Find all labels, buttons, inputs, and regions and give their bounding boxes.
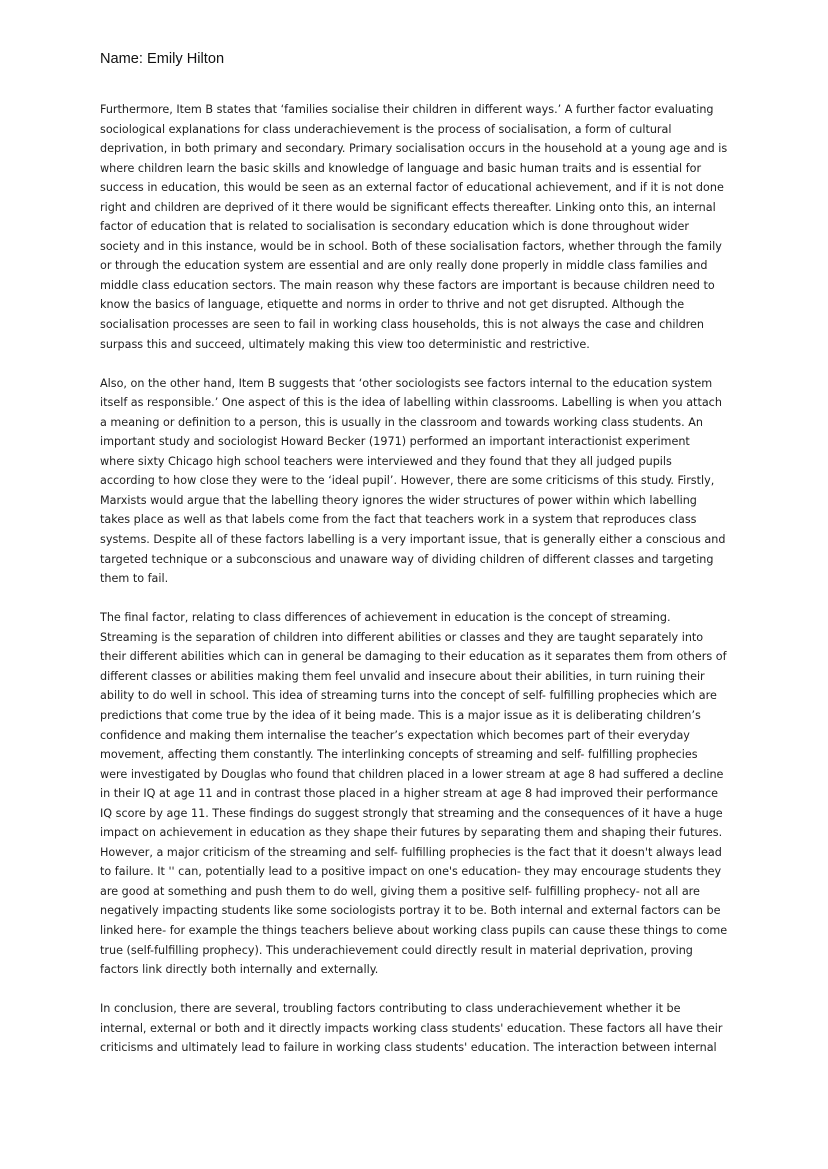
text-line: factor of education that is related to socialisation is secondary education which is done throughout wider [100,220,689,234]
text-line: The final factor, relating to class differences of achievement in education is the concept of streaming. [100,611,671,625]
text-line: factors link directly both internally and externally. [100,963,379,977]
text-line: internal, external or both and it directly impacts working class students' education. These factors all have their [100,1021,723,1035]
text-line: Marxists would argue that the labelling theory ignores the wider structures of power within which labelling [100,493,697,507]
text-line: true (self-fulfilling prophecy). This underachievement could directly result in material deprivation, proving [100,943,693,957]
text-line: where sixty Chicago high school teachers were interviewed and they found that they all judged pupils [100,454,672,468]
text-line: However, a major criticism of the streaming and self- fulfilling prophecies is the fact that it doesn't always lead [100,845,722,859]
text-line: know the basics of language, etiquette and norms in order to thrive and not get disrupted. Although the [100,298,685,312]
text-line: IQ score by age 11. These findings do suggest strongly that streaming and the consequences of it have a huge [100,806,723,820]
text-line: targeted technique or a subconscious and unaware way of dividing children of different classes and targeting [100,552,714,566]
text-line: Streaming is the separation of children into different abilities or classes and they are taught separately into [100,630,704,644]
text-line: impact on achievement in education as they shape their futures by separating them and shaping their futures. [100,826,723,840]
text-line: are good at something and push them to do well, giving them a positive self- fulfilling prophecy- not all are [100,884,700,898]
text-line: or through the education system are essential and are only really done properly in middle class families and [100,259,708,273]
text-line: Furthermore, Item B states that ‘families socialise their children in different ways.’ A further factor evaluating [100,103,714,116]
text-line: negatively impacting students like some sociologists portray it to be. Both internal and external factors can be [100,904,721,918]
text-line: systems. Despite all of these factors labelling is a very important issue, that is generally either a conscious and [100,533,726,547]
author-name: Name: Emily Hilton [100,51,225,67]
text-line: a meaning or definition to a person, this is usually in the classroom and towards working class students. An [100,415,703,429]
text-line: Also, on the other hand, Item B suggests that ‘other sociologists see factors internal to the education system [100,376,713,390]
text-line: ability to do well in school. This idea of streaming turns into the concept of self- fulfilling prophecies which are [100,689,717,703]
text-line: surpass this and succeed, ultimately making this view too deterministic and restrictive. [100,337,590,351]
text-line: movement, affecting them constantly. The interlinking concepts of streaming and self- fulfilling prophecies [100,748,698,762]
essay-paragraph [100,999,728,1058]
text-line: socialisation processes are seen to fail in working class households, this is not always the case and children [100,318,705,332]
text-line: linked here- for example the things teachers believe about working class pupils can cause these things to come [100,923,728,937]
essay-paragraph [100,374,728,589]
essay-paragraph [100,100,728,354]
text-line: to failure. It '' can, potentially lead to a positive impact on one's education- they may encourage students they [100,865,722,879]
text-line: confidence and making them internalise the teacher’s expectation which becomes part of their everyday [100,728,690,742]
text-line: In conclusion, there are several, troubling factors contributing to class underachievement whether it be [100,1002,681,1016]
text-line: itself as responsible.’ One aspect of this is the idea of labelling within classrooms. Labelling is when you attach [100,396,722,410]
text-line: society and in this instance, would be in school. Both of these socialisation factors, whether through the family [100,239,722,253]
text-line: according to how close they were to the ‘ideal pupil’. However, there are some criticisms of this study. Firstly, [100,474,715,488]
text-line: middle class education sectors. The main reason why these factors are important is because children need to [100,278,715,292]
text-line: important study and sociologist Howard Becker (1971) performed an important interactionist experiment [100,435,690,449]
text-line: them to fail. [100,572,169,586]
text-line: deprivation, in both primary and secondary. Primary socialisation occurs in the household at a young age and is [100,142,728,156]
text-line: criticisms and ultimately lead to failure in working class students' education. The interaction between internal [100,1041,717,1055]
text-line: different classes or abilities making them feel unvalid and insecure about their abilities, in turn ruining their [100,669,705,683]
text-line: in their IQ at age 11 and in contrast those placed in a higher stream at age 8 had improved their performance [100,787,718,801]
text-line: sociological explanations for class underachievement is the process of socialisation, a form of cultural [100,122,672,136]
text-line: right and children are deprived of it there would be significant effects thereafter. Linking onto this, an internal [100,200,716,214]
text-line: where children learn the basic skills and knowledge of language and basic human traits and is essential for [100,161,702,175]
text-line: takes place as well as that labels come from the fact that teachers work in a system that reproduces class [100,513,697,527]
text-line: success in education, this would be seen as an external factor of educational achievement, and if it is not done [100,181,724,195]
text-line: were investigated by Douglas who found that children placed in a lower stream at age 8 had suffered a decline [100,767,724,781]
text-line: their different abilities which can in general be damaging to their education as it separates them from others of [100,650,727,664]
text-line: predictions that come true by the idea of it being made. This is a major issue as it is deliberating children’s [100,708,701,722]
essay-body [100,100,728,1077]
essay-paragraph [100,608,728,979]
